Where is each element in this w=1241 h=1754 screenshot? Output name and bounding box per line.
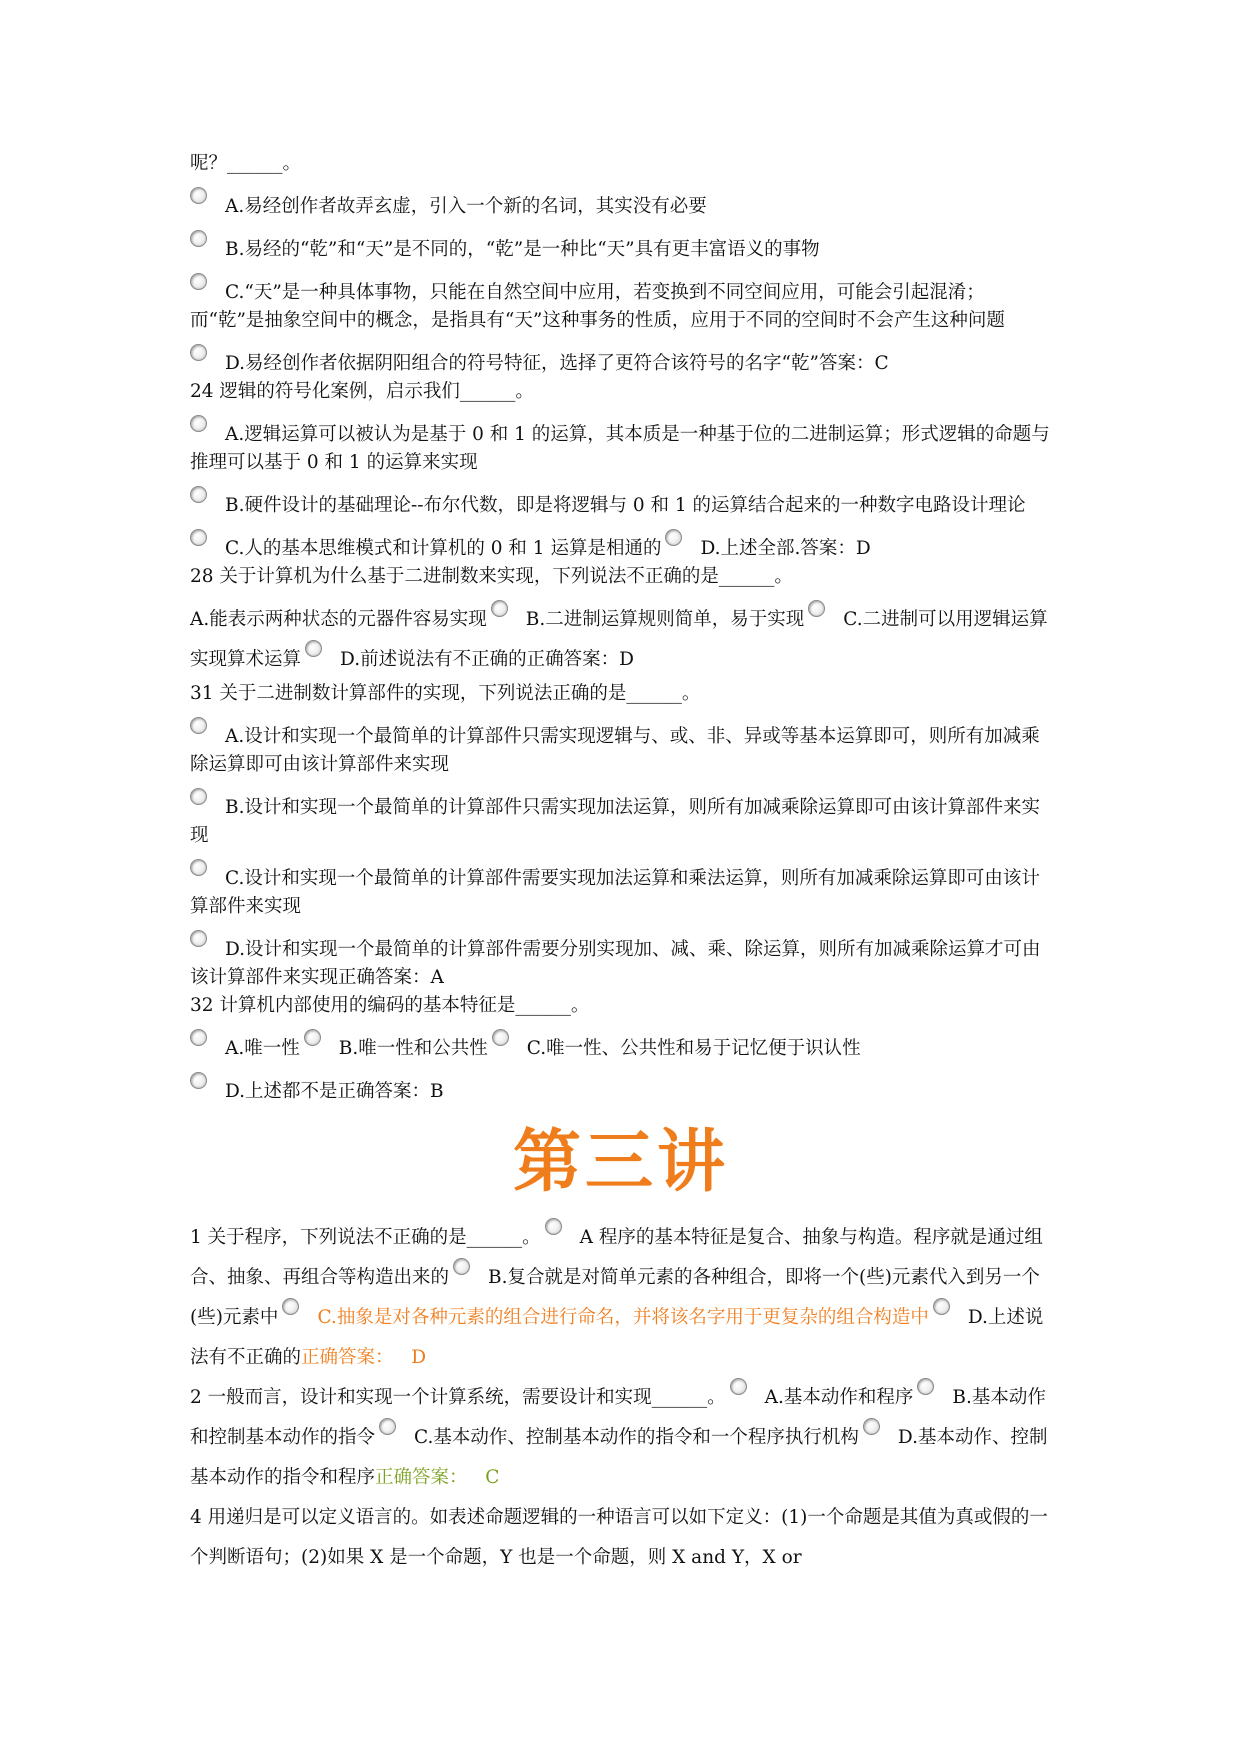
question-24-stem: 24 逻辑的符号化案例，启示我们______。 [190, 381, 534, 402]
radio-button-icon[interactable] [190, 717, 207, 734]
radio-button-icon[interactable] [808, 600, 825, 617]
answer-value: C [485, 1467, 500, 1488]
radio-button-icon[interactable] [917, 1378, 934, 1395]
answer-label: 正确答案： [375, 1467, 468, 1488]
radio-button-icon[interactable] [863, 1418, 880, 1435]
radio-button-icon[interactable] [665, 529, 682, 546]
q31-option-d: D.设计和实现一个最简单的计算部件需要分别实现加、减、乘、除运算，则所有加减乘除运算才可由该计算部件来实现正确答案：A [190, 930, 1052, 992]
question-stem-tail: 呢？______。 [190, 153, 302, 174]
answer-label: 正确答案： [301, 1347, 394, 1368]
radio-button-icon[interactable] [492, 1029, 509, 1046]
option-d: D.易经创作者依据阴阳组合的符号特征，选择了更符合该符号的名字“乾”答案：C [190, 344, 1052, 378]
radio-button-icon[interactable] [190, 486, 207, 503]
radio-button-icon[interactable] [190, 1029, 207, 1046]
question-31-stem: 31 关于二进制数计算部件的实现，下列说法正确的是______。 [190, 683, 701, 704]
radio-button-icon[interactable] [453, 1258, 470, 1275]
q24-option-b: B.硬件设计的基础理论--布尔代数，即是将逻辑与 0 和 1 的运算结合起来的一种数字电路设计理论 [190, 486, 1052, 520]
option-c: C.“天”是一种具体事物，只能在自然空间中应用，若变换到不同空间应用，可能会引起混淆；而“乾”是抽象空间中的概念，是指具有“天”这种事务的性质，应用于不同的空间时不会产生这种问题 [190, 273, 1052, 335]
ch3-question-4: 4 用递归是可以定义语言的。如表述命题逻辑的一种语言可以如下定义：(1)一个命题是其值为真或假的一个判断语句；(2)如果 X 是一个命题，Y 也是一个命题，则 X and Y，X or [190, 1507, 1048, 1568]
option-b: B.易经的“乾”和“天”是不同的，“乾”是一种比“天”具有更丰富语义的事物 [190, 230, 1052, 264]
radio-button-icon[interactable] [190, 529, 207, 546]
radio-button-icon[interactable] [933, 1298, 950, 1315]
q24-option-a: A.逻辑运算可以被认为是基于 0 和 1 的运算，其本质是一种基于位的二进制运算；形式逻辑的命题与推理可以基于 0 和 1 的运算来实现 [190, 415, 1052, 477]
radio-button-icon[interactable] [545, 1218, 562, 1235]
radio-button-icon[interactable] [491, 600, 508, 617]
option-a: A.易经创作者故弄玄虚，引入一个新的名词，其实没有必要 [190, 187, 1052, 221]
radio-button-icon[interactable] [730, 1378, 747, 1395]
q32-option-d: D.上述都不是正确答案：B [190, 1072, 1052, 1106]
q31-option-c: C.设计和实现一个最简单的计算部件需要实现加法运算和乘法运算，则所有加减乘除运算即可由该计算部件来实现 [190, 859, 1052, 921]
document-content [190, 150, 1052, 1578]
radio-button-icon[interactable] [190, 788, 207, 805]
question-32-stem: 32 计算机内部使用的编码的基本特征是______。 [190, 995, 590, 1016]
radio-button-icon[interactable] [190, 415, 207, 432]
q32-options-abc: A.唯一性 B.唯一性和公共性 C.唯一性、公共性和易于记忆便于识认性 [190, 1029, 1052, 1063]
chapter-heading: 第三讲 [512, 1123, 729, 1202]
radio-button-icon[interactable] [190, 273, 207, 290]
radio-button-icon[interactable] [304, 1029, 321, 1046]
radio-button-icon[interactable] [190, 930, 207, 947]
radio-button-icon[interactable] [282, 1298, 299, 1315]
q31-option-a: A.设计和实现一个最简单的计算部件只需实现逻辑与、或、非、异或等基本运算即可，则所有加减乘除运算即可由该计算部件来实现 [190, 717, 1052, 779]
radio-button-icon[interactable] [379, 1418, 396, 1435]
radio-button-icon[interactable] [190, 859, 207, 876]
radio-button-icon[interactable] [190, 344, 207, 361]
q28-options: A.能表示两种状态的元器件容易实现 B.二进制运算规则简单，易于实现 C.二进制可以用逻辑运算实现算术运算 D.前述说法有不正确的正确答案：D [190, 600, 1052, 680]
question-28-stem: 28 关于计算机为什么基于二进制数来实现，下列说法不正确的是______。 [190, 566, 793, 587]
radio-button-icon[interactable] [190, 187, 207, 204]
ch3-question-1: 1 关于程序，下列说法不正确的是______。 A 程序的基本特征是复合、抽象与构造。程序就是通过组合、抽象、再组合等构造出来的 B.复合就是对简单元素的各种组合，即将一个(些)元素代入到另一个(些)元素中 C.抽象是对各种元素的组合进行命名，并将该名字用于更复杂的组合构造中 D.上述说法有不正确的正确答案： D [190, 1218, 1052, 1378]
ch3-question-2: 2 一般而言，设计和实现一个计算系统，需要设计和实现______。 A.基本动作和程序 B.基本动作和控制基本动作的指令 C.基本动作、控制基本动作的指令和一个程序执行机构 D.基本动作、控制基本动作的指令和程序正确答案： C [190, 1378, 1052, 1498]
radio-button-icon[interactable] [190, 230, 207, 247]
answer-value: D [411, 1347, 427, 1368]
q31-option-b: B.设计和实现一个最简单的计算部件只需实现加法运算，则所有加减乘除运算即可由该计算部件来实现 [190, 788, 1052, 850]
highlighted-option-c: C.抽象是对各种元素的组合进行命名，并将该名字用于更复杂的组合构造中 [317, 1307, 929, 1328]
radio-button-icon[interactable] [190, 1072, 207, 1089]
q24-option-cd: C.人的基本思维模式和计算机的 0 和 1 运算是相通的 D.上述全部.答案：D [190, 529, 1052, 563]
radio-button-icon[interactable] [305, 640, 322, 657]
